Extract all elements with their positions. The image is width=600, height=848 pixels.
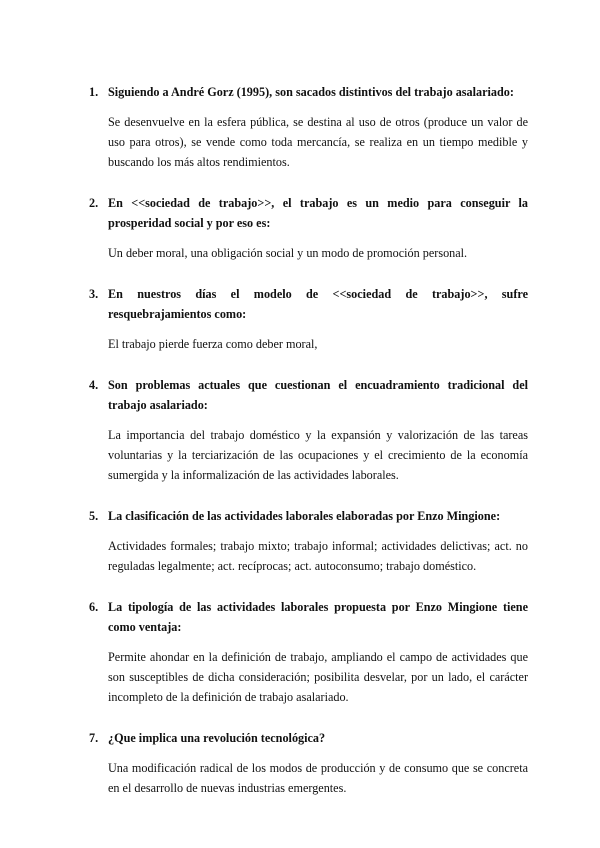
question-item-5 [0,500,600,576]
question-text: Son problemas actuales que cuestionan el encuadramiento tradicional del trabajo asalariado: [108,378,528,412]
answer-text: Actividades formales; trabajo mixto; trabajo informal; actividades delictivas; act. no reguladas legalmente; act. recíprocas; act. autoconsumo; trabajo doméstico. [108,539,528,573]
question-number: 7. [89,731,99,745]
question-number: 5. [89,509,99,523]
question-text: En nuestros días el modelo de <<sociedad de trabajo>>, sufre resquebrajamientos como: [108,287,528,321]
question-list [0,76,600,813]
question-text: La clasificación de las actividades laborales elaboradas por Enzo Mingione: [108,509,501,523]
question-text: ¿Que implica una revolución tecnológica? [108,731,326,745]
answer-text: Permite ahondar en la definición de trabajo, ampliando el campo de actividades que son susceptibles de dicha consideración; posibilita desvelar, por un lado, el carácter incompleto de la definición de trabajo asalariado. [108,650,528,704]
answer-text: Un deber moral, una obligación social y un modo de promoción personal. [108,246,468,260]
answer-text: Una modificación radical de los modos de producción y de consumo que se concreta en el desarrollo de nuevas industrias emergentes. [108,761,528,795]
question-item-4 [0,369,600,485]
question-number: 4. [89,378,99,392]
question-text: La tipología de las actividades laborales propuesta por Enzo Mingione tiene como ventaja: [108,600,528,634]
answer-text: El trabajo pierde fuerza como deber moral, [108,337,318,351]
question-number: 6. [89,600,99,614]
question-item-2 [0,187,600,263]
question-item-6 [0,591,600,707]
question-text: En <<sociedad de trabajo>>, el trabajo es un medio para conseguir la prosperidad social y por eso es: [108,196,528,230]
question-item-1 [0,76,600,172]
question-number: 1. [89,85,99,99]
question-number: 3. [89,287,99,301]
answer-text: Se desenvuelve en la esfera pública, se destina al uso de otros (produce un valor de uso para otros), se vende como toda mercancía, se realiza en un tiempo medible y buscando los más altos rendimientos. [108,115,528,169]
question-item-3 [0,278,600,354]
question-text: Siguiendo a André Gorz (1995), son sacados distintivos del trabajo asalariado: [108,85,514,99]
question-item-7 [0,722,600,798]
answer-text: La importancia del trabajo doméstico y la expansión y valorización de las tareas voluntarias y la terciarización de las ocupaciones y el crecimiento de la economía sumergida y la informalización de las actividades laborales. [108,428,528,482]
question-number: 2. [89,196,99,210]
